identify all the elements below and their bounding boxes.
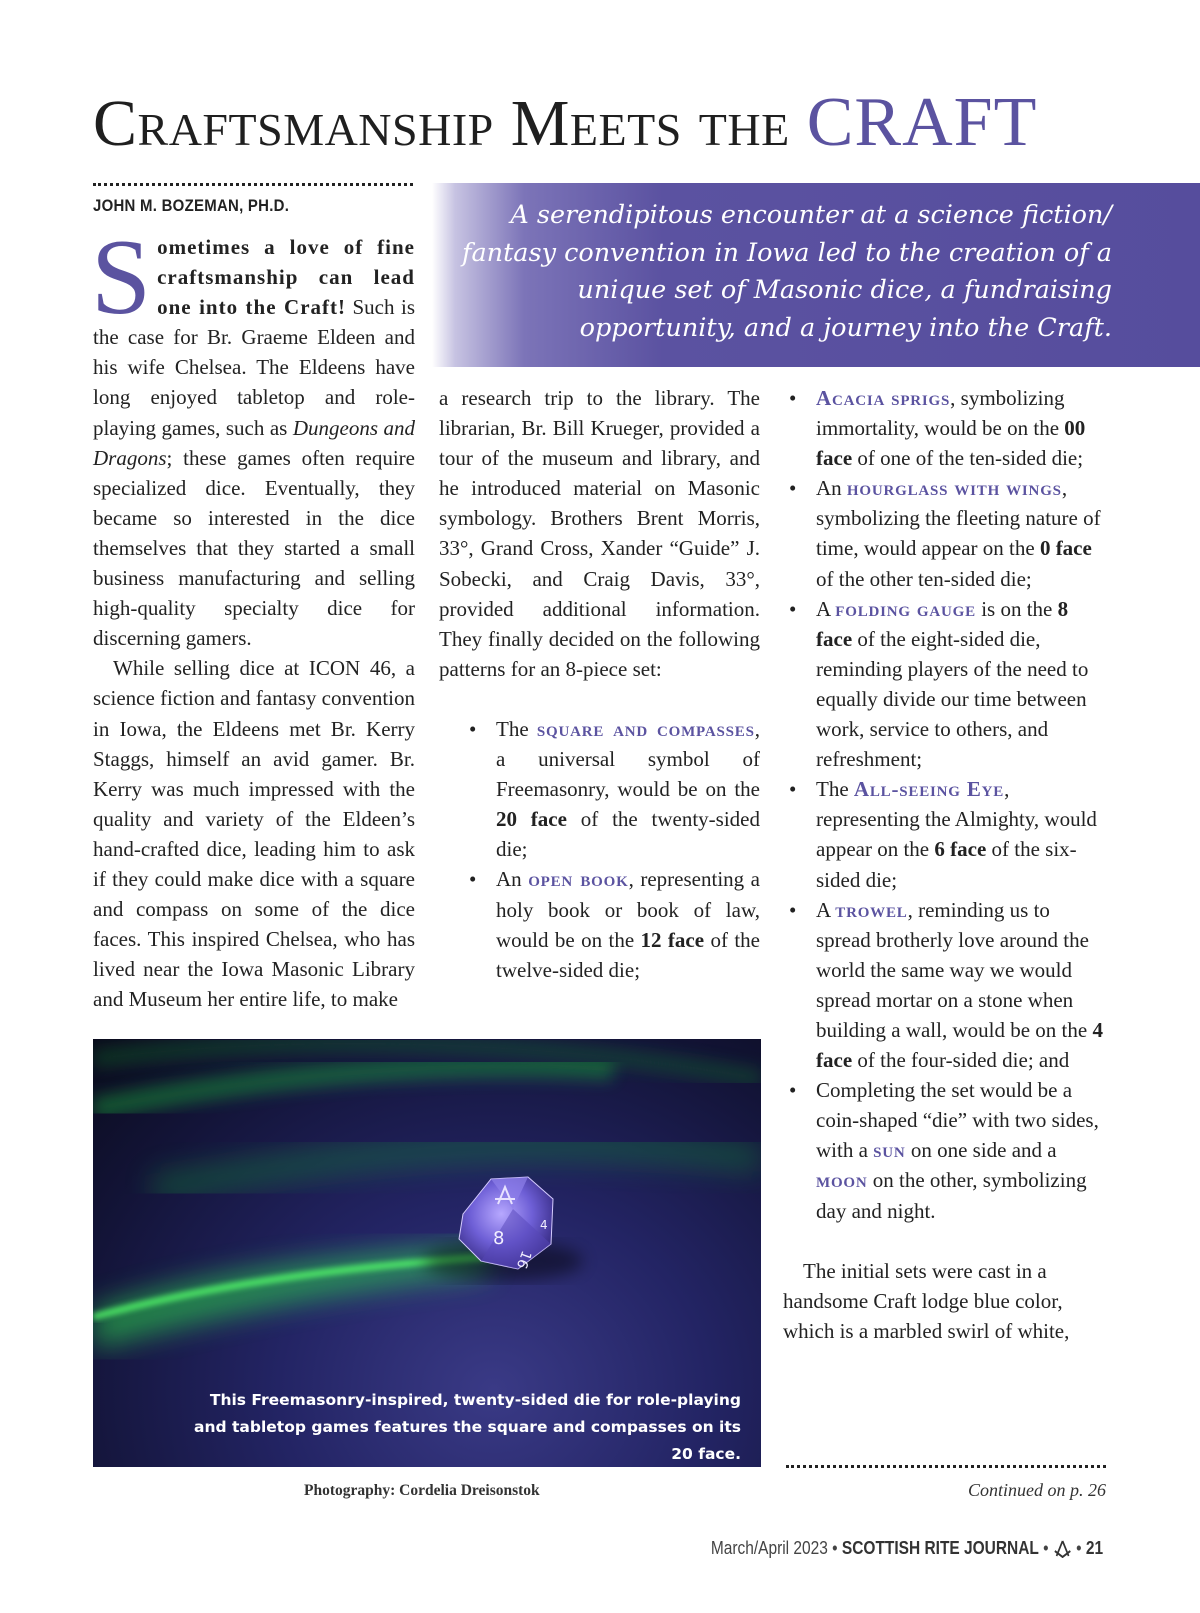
list-item: • The All-seeing Eye, representing the Almighty, would appear on the 6 face of the six-sided die; (783, 774, 1103, 894)
bottom-divider (786, 1465, 1106, 1468)
column-2 (439, 383, 760, 985)
footer-sep: • (1043, 1538, 1049, 1558)
column-1 (91, 218, 415, 1014)
deck-text: A serendipitous encounter at a science fiction/ fantasy convention in Iowa led to the creation of a unique set of Masonic dice, a fundraising opportunity, and a journey into the Craft. (462, 200, 1113, 343)
dice-list-part2 (783, 383, 1103, 1226)
page-number: 21 (1085, 1538, 1103, 1558)
die-face-lower: 16 (512, 1248, 534, 1271)
title-accent: CRAFT (806, 84, 1038, 161)
square-compasses-icon (1053, 1540, 1072, 1558)
title-main: Craftsmanship Meets the (93, 87, 790, 160)
paragraph-icon46: While selling dice at ICON 46, a science fiction and fantasy convention in Iowa, the Eldeens met Br. Kerry Staggs, himself an avid gamer. Br. Kerry was much impressed with the quality and variety of the Eldeen’s hand-crafted dice, leading him to ask if they could make dice with a square and compass on some of the dice faces. This inspired Chelsea, who has lived near the Iowa Masonic Library and Museum her entire life, to make (93, 656, 415, 1012)
article-title (93, 78, 1183, 169)
photo-credit: Photography: Cordelia Dreisonstok (304, 1482, 540, 1499)
list-item: • Completing the set would be a coin-shaped “die” with two sides, with a sun on one side and a moon on the other, symbolizing day and night. (783, 1075, 1103, 1225)
footer-sep: • (832, 1538, 838, 1558)
footer-journal: SCOTTISH RITE JOURNAL (841, 1538, 1039, 1558)
dice-photo (93, 1039, 761, 1467)
dice-list-part1 (439, 714, 760, 985)
list-item: • An hourglass with wings, symbolizing the fleeting nature of time, would appear on the 0 face of the other ten-sided die; (783, 473, 1103, 593)
list-item: • Acacia sprigs, symbolizing immortality, would be on the 00 face of one of the ten-sided die; (783, 383, 1103, 473)
column-3 (783, 383, 1103, 1346)
list-item: • The square and compasses, a universal symbol of Freemasonry, would be on the 20 face of the twenty-sided die; (463, 714, 760, 864)
footer-issue: March/April 2023 (710, 1538, 828, 1558)
footer-sep: • (1076, 1538, 1082, 1558)
list-item: • A folding gauge is on the 8 face of the eight-sided die, reminding players of the need to equally divide our time between work, service to others, and refreshment; (783, 594, 1103, 775)
photo-caption: This Freemasonry-inspired, twenty-sided die for role-playing and tabletop games features the square and compasses on its 20 face. (194, 1391, 741, 1463)
list-item: • A trowel, reminding us to spread brotherly love around the world the same way we would spread mortar on a stone when building a wall, would be on the 4 face of the four-sided die; and (783, 895, 1103, 1076)
die-face-side: 4 (540, 1218, 548, 1232)
author-byline: JOHN M. BOZEMAN, PH.D. (93, 196, 290, 215)
drop-cap: S (91, 218, 152, 337)
paragraph-research: a research trip to the library. The librarian, Br. Bill Krueger, provided a tour of the museum and library, and he introduced material on Masonic symbology. Brothers Brent Morris, 33°, Grand Cross, Xander “Guide” J. Sobecki, and Craig Davis, 33°, provided additional information. They finally decided on the following patterns for an 8-piece set: (439, 386, 760, 681)
list-item: • An open book, representing a holy book or book of law, would be on the 12 face of the twelve-sided die; (463, 864, 760, 984)
die-face-front: 8 (493, 1228, 505, 1249)
paragraph-initial-sets: The initial sets were cast in a handsome Craft lodge blue color, which is a marbled swirl of white, (783, 1258, 1070, 1343)
page-footer (711, 1538, 1103, 1559)
paragraph-intro: Sometimes a love of fine craftsmanship can lead one into the Craft! Such is the case for Br. Graeme Eldeen and his wife Chelsea. The Eldeens have long enjoyed tabletop and role-playing games, such as Dungeons and Dragons; these games often require specialized dice. Eventually, they became so interested in the dice themselves that they started a small business manufacturing and selling high-quality specialty dice for discerning gamers. (91, 218, 415, 651)
top-divider (93, 183, 413, 186)
continued-link[interactable]: Continued on p. 26 (968, 1480, 1106, 1500)
